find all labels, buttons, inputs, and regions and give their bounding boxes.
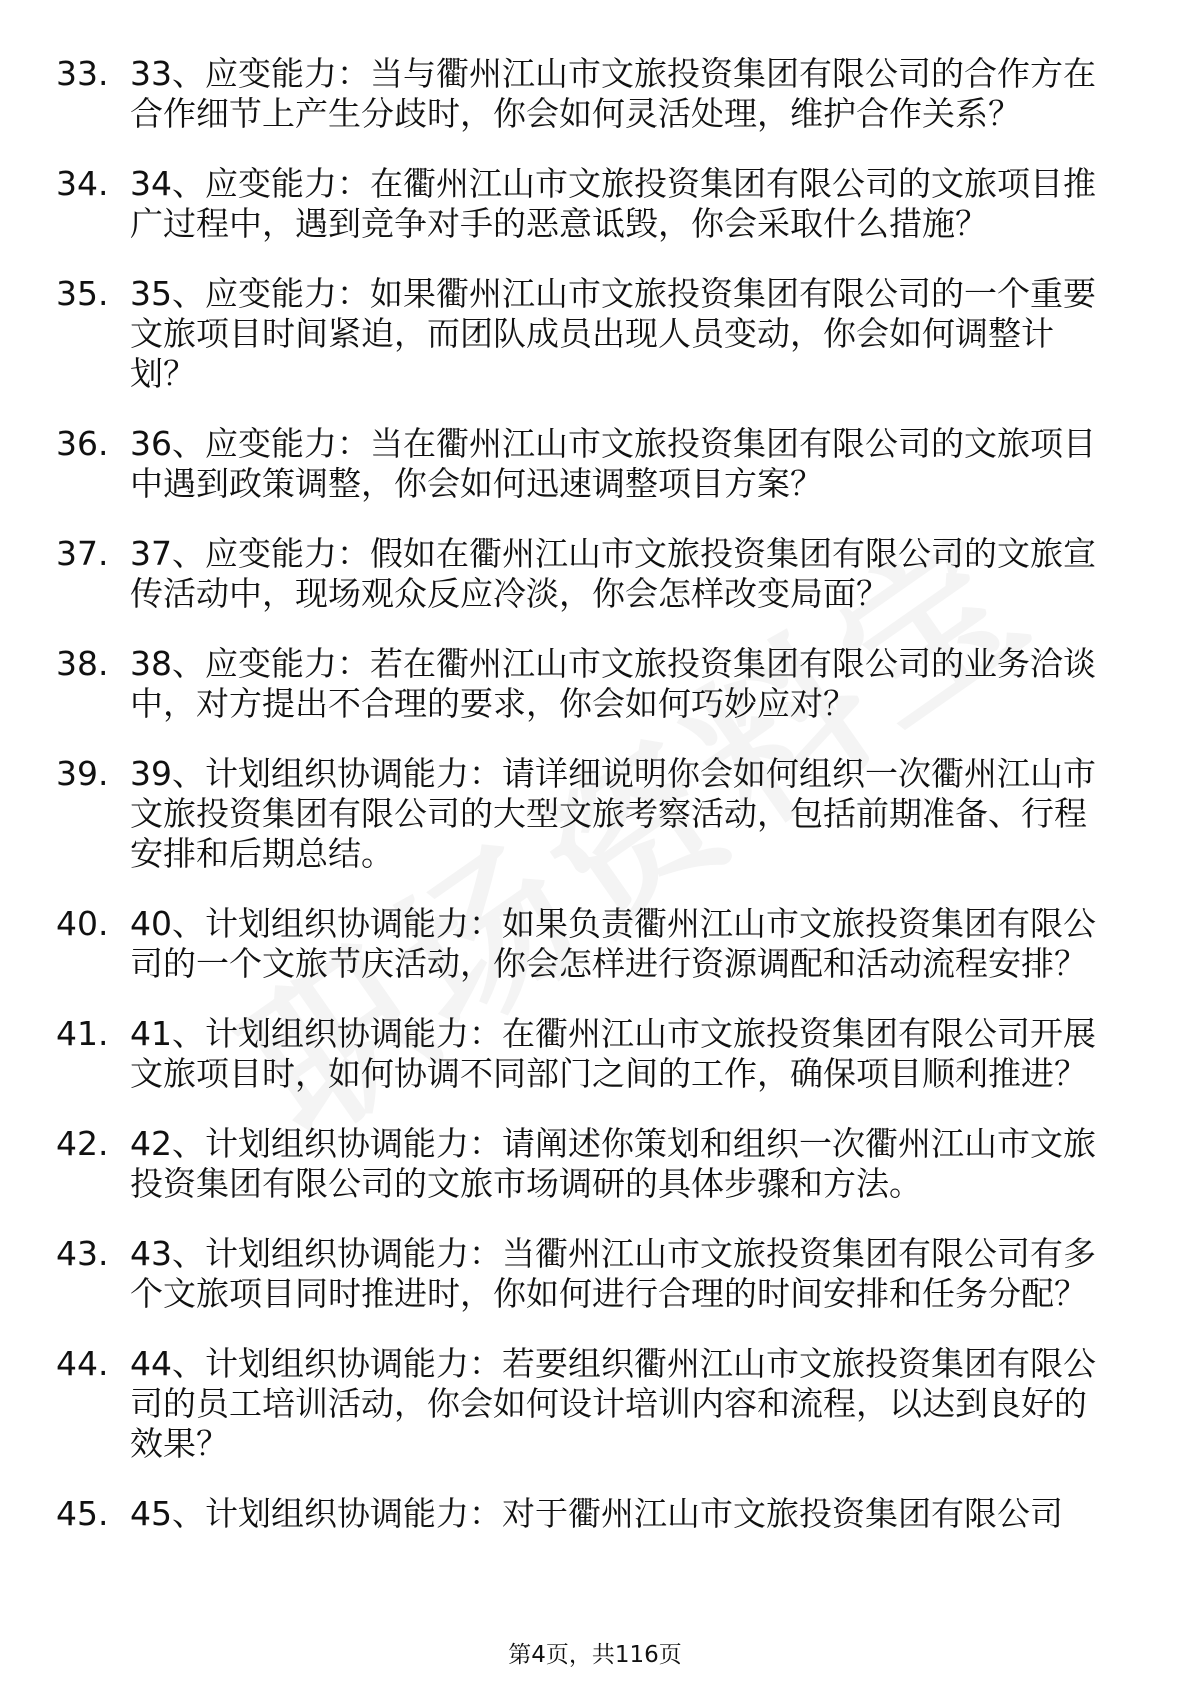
- question-item: [0, 424, 1190, 504]
- question-item: [0, 1014, 1190, 1094]
- question-text: 34、应变能力：在衢州江山市文旅投资集团有限公司的文旅项目推广过程中，遇到竞争对手的恶意诋毁，你会采取什么措施？: [130, 164, 1096, 243]
- question-item: [0, 274, 1190, 394]
- question-item: [0, 754, 1190, 874]
- question-list: [0, 54, 1190, 1564]
- question-number: 45.: [56, 1494, 109, 1533]
- question-item: [0, 54, 1190, 134]
- question-item: [0, 164, 1190, 244]
- question-item: [0, 1124, 1190, 1204]
- question-item: [0, 1344, 1190, 1464]
- question-number: 42.: [56, 1124, 109, 1163]
- question-number: 35.: [56, 274, 109, 313]
- question-text: 36、应变能力：当在衢州江山市文旅投资集团有限公司的文旅项目中遇到政策调整，你会如何迅速调整项目方案？: [130, 424, 1096, 503]
- question-text: 33、应变能力：当与衢州江山市文旅投资集团有限公司的合作方在合作细节上产生分歧时，你会如何灵活处理，维护合作关系？: [130, 54, 1096, 133]
- question-number: 39.: [56, 754, 109, 793]
- question-item: [0, 1494, 1190, 1534]
- question-text: 35、应变能力：如果衢州江山市文旅投资集团有限公司的一个重要文旅项目时间紧迫，而团队成员出现人员变动，你会如何调整计划？: [130, 274, 1096, 393]
- question-number: 36.: [56, 424, 109, 463]
- question-number: 34.: [56, 164, 109, 203]
- question-text: 45、计划组织协调能力：对于衢州江山市文旅投资集团有限公司: [130, 1494, 1063, 1533]
- question-item: [0, 644, 1190, 724]
- page-footer: 第4页，共116页: [508, 1642, 682, 1668]
- question-number: 44.: [56, 1344, 109, 1383]
- question-number: 40.: [56, 904, 109, 943]
- question-number: 43.: [56, 1234, 109, 1273]
- question-text: 42、计划组织协调能力：请阐述你策划和组织一次衢州江山市文旅投资集团有限公司的文旅市场调研的具体步骤和方法。: [130, 1124, 1096, 1203]
- question-text: 41、计划组织协调能力：在衢州江山市文旅投资集团有限公司开展文旅项目时，如何协调不同部门之间的工作，确保项目顺利推进？: [130, 1014, 1096, 1093]
- question-text: 40、计划组织协调能力：如果负责衢州江山市文旅投资集团有限公司的一个文旅节庆活动，你会怎样进行资源调配和活动流程安排？: [130, 904, 1096, 983]
- question-text: 37、应变能力：假如在衢州江山市文旅投资集团有限公司的文旅宣传活动中，现场观众反应冷淡，你会怎样改变局面？: [130, 534, 1096, 613]
- question-number: 37.: [56, 534, 109, 573]
- question-text: 43、计划组织协调能力：当衢州江山市文旅投资集团有限公司有多个文旅项目同时推进时，你如何进行合理的时间安排和任务分配？: [130, 1234, 1096, 1313]
- question-text: 38、应变能力：若在衢州江山市文旅投资集团有限公司的业务洽谈中，对方提出不合理的要求，你会如何巧妙应对？: [130, 644, 1096, 723]
- question-item: [0, 534, 1190, 614]
- question-text: 44、计划组织协调能力：若要组织衢州江山市文旅投资集团有限公司的员工培训活动，你会如何设计培训内容和流程，以达到良好的效果？: [130, 1344, 1096, 1463]
- question-number: 33.: [56, 54, 109, 93]
- question-number: 41.: [56, 1014, 109, 1053]
- question-number: 38.: [56, 644, 109, 683]
- question-item: [0, 1234, 1190, 1314]
- question-item: [0, 904, 1190, 984]
- question-text: 39、计划组织协调能力：请详细说明你会如何组织一次衢州江山市文旅投资集团有限公司的大型文旅考察活动，包括前期准备、行程安排和后期总结。: [130, 754, 1096, 873]
